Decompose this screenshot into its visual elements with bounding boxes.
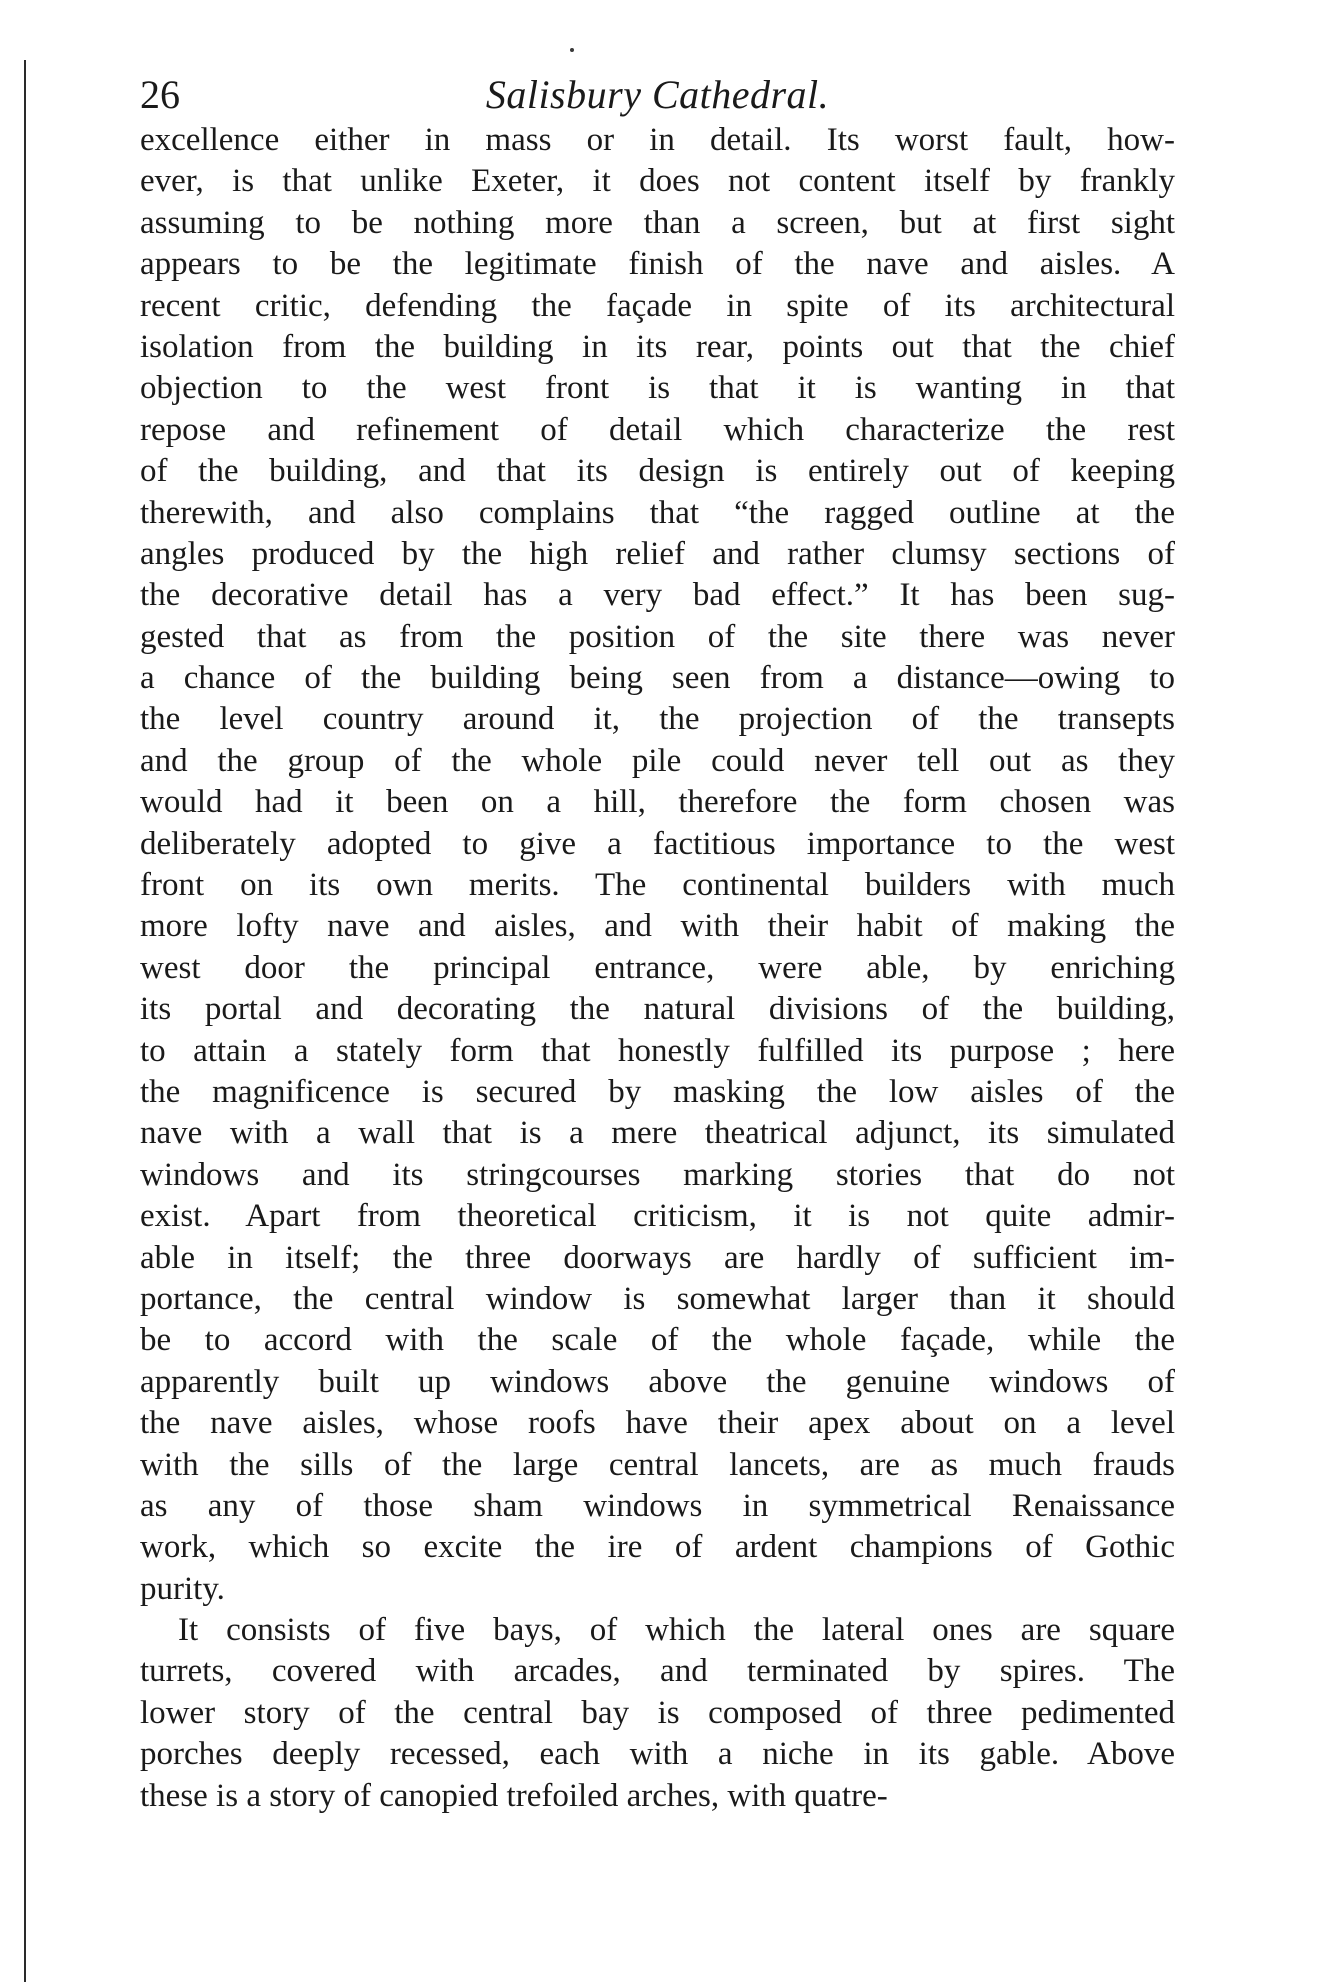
text-line: porches deeply recessed, each with a niche in its gable. Above <box>140 1736 1175 1773</box>
print-mark <box>570 48 574 52</box>
text-line: of the building, and that its design is entirely out of keeping <box>140 453 1175 490</box>
text-line: objection to the west front is that it is wanting in that <box>140 370 1175 407</box>
text-line: the nave aisles, whose roofs have their apex about on a level <box>140 1405 1175 1442</box>
text-line: the decorative detail has a very bad effect.” It has been sug- <box>140 577 1175 614</box>
text-line: angles produced by the high relief and rather clumsy sections of <box>140 535 1175 572</box>
text-line: deliberately adopted to give a factitious importance to the west <box>140 825 1175 862</box>
text-line: west door the principal entrance, were able, by enriching <box>140 949 1175 986</box>
text-line: the magnificence is secured by masking the low aisles of the <box>140 1073 1175 1110</box>
text-line: ever, is that unlike Exeter, it does not content itself by frankly <box>140 163 1175 200</box>
text-line: purity. <box>140 1570 225 1607</box>
text-line: excellence either in mass or in detail. Its worst fault, how- <box>140 122 1175 158</box>
text-line: its portal and decorating the natural divisions of the building, <box>140 991 1175 1028</box>
text-line: more lofty nave and aisles, and with their habit of making the <box>140 908 1175 945</box>
text-line: recent critic, defending the façade in spite of its architectural <box>140 287 1175 324</box>
text-line: exist. Apart from theoretical criticism, it is not quite admir- <box>140 1198 1175 1235</box>
page-binding-edge <box>24 60 26 1982</box>
text-line: a chance of the building being seen from a distance—owing to <box>140 660 1175 697</box>
text-line: as any of those sham windows in symmetrical Renaissance <box>140 1487 1175 1524</box>
text-line: repose and refinement of detail which characterize the rest <box>140 411 1175 448</box>
text-line: front on its own merits. The continental builders with much <box>140 867 1175 904</box>
text-line: assuming to be nothing more than a screen, but at first sight <box>140 204 1175 241</box>
text-line: portance, the central window is somewhat larger than it should <box>140 1280 1175 1317</box>
text-line: be to accord with the scale of the whole façade, while the <box>140 1322 1175 1359</box>
running-head <box>140 70 1175 120</box>
text-line: would had it been on a hill, therefore the form chosen was <box>140 784 1175 821</box>
text-line: these is a story of canopied trefoiled arches, with quatre- <box>140 1777 888 1814</box>
text-line: therewith, and also complains that “the ragged outline at the <box>140 494 1175 531</box>
text-line: It consists of five bays, of which the lateral ones are square <box>178 1612 1175 1649</box>
text-line: to attain a stately form that honestly fulfilled its purpose ; here <box>140 1032 1175 1069</box>
paragraph <box>140 120 1175 1610</box>
text-line: work, which so excite the ire of ardent champions of Gothic <box>140 1529 1175 1566</box>
text-line: turrets, covered with arcades, and terminated by spires. The <box>140 1653 1175 1690</box>
text-line: isolation from the building in its rear, points out that the chief <box>140 328 1175 365</box>
paragraph <box>140 1610 1175 1817</box>
text-line: nave with a wall that is a mere theatrical adjunct, its simulated <box>140 1115 1175 1152</box>
text-line: able in itself; the three doorways are hardly of sufficient im- <box>140 1239 1175 1276</box>
body-text <box>140 120 1175 1817</box>
text-line: windows and its stringcourses marking stories that do not <box>140 1156 1175 1193</box>
text-line: the level country around it, the projection of the transepts <box>140 701 1175 738</box>
text-line: apparently built up windows above the genuine windows of <box>140 1363 1175 1400</box>
text-line: gested that as from the position of the site there was never <box>140 618 1175 655</box>
text-line: with the sills of the large central lancets, are as much frauds <box>140 1446 1175 1483</box>
running-title: Salisbury Cathedral. <box>485 72 830 117</box>
text-line: lower story of the central bay is composed of three pedimented <box>140 1694 1175 1731</box>
text-line: and the group of the whole pile could never tell out as they <box>140 742 1175 779</box>
page-number: 26 <box>140 72 180 117</box>
text-line: appears to be the legitimate finish of the nave and aisles. A <box>140 246 1175 283</box>
